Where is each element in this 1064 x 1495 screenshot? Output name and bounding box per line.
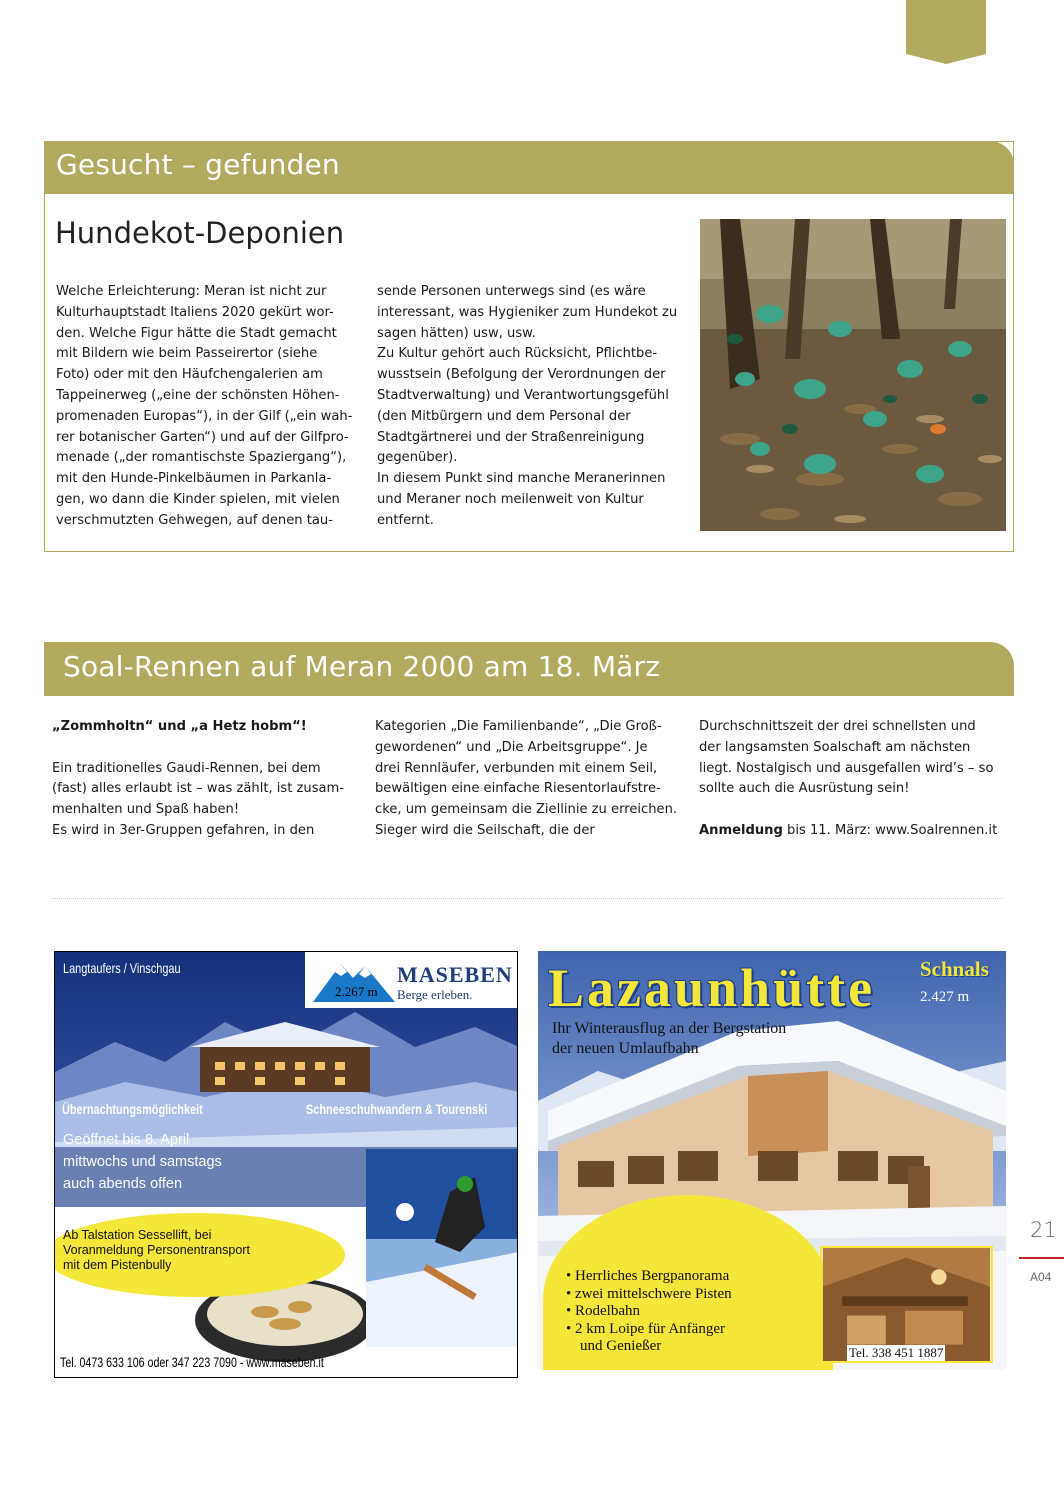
text-line: sollte auch die Ausrüstung sein! — [699, 781, 910, 797]
maseben-contact — [60, 1354, 407, 1370]
maseben-transport — [63, 1228, 250, 1273]
page-rule — [1019, 1257, 1064, 1259]
maseben-feature-left — [62, 1101, 242, 1117]
text-line: drei Rennläufer, verbunden mit einem Seil, — [375, 760, 658, 776]
list-item — [566, 1268, 732, 1286]
maseben-feature-right-text: Schneeschuhwandern & Tourenski — [306, 1101, 488, 1117]
hours-line: Geöffnet bis 8. April — [63, 1132, 190, 1148]
lazaun-area: Schnals — [920, 957, 989, 981]
text-line: interessant, was Hygieniker zum Hundekot zu — [377, 304, 678, 320]
text-line: menhalten und Spaß haben! — [52, 802, 240, 818]
article-column-2 — [377, 282, 687, 532]
soal-column-2 — [375, 717, 695, 842]
lazaun-altitude: 2.427 m — [920, 989, 970, 1005]
text-line: Sieger wird die Seilschaft, die der — [375, 822, 595, 838]
soal-column-3 — [699, 717, 1014, 842]
text-line: Foto) oder mit den Häufchengalerien am — [56, 367, 323, 383]
maseben-logo-box — [305, 952, 518, 1008]
text-line: und Meraner noch meilenweit von Kultur — [377, 491, 644, 507]
lazaun-title: Lazaunhütte — [548, 958, 876, 1018]
bullet-text: Rodelbahn — [575, 1303, 641, 1319]
list-item — [566, 1286, 732, 1304]
section-gesucht-header-text: Gesucht – gefunden — [56, 148, 340, 181]
text-line: der langsamsten Soalschaft am nächsten — [699, 739, 971, 755]
text-line: sende Personen unterwegs sind (es wäre — [377, 284, 646, 299]
bullet-text: Herrliches Bergpanorama — [575, 1268, 730, 1284]
divider — [52, 898, 1004, 899]
text-line: In diesem Punkt sind manche Meranerinnen — [377, 471, 666, 487]
bullet-dot-icon: • — [566, 1303, 572, 1319]
section-soal-header — [44, 642, 1014, 696]
text-line: (den Mitbürgern und dem Personal der — [377, 408, 631, 424]
text-line: bewältigen eine einfache Riesentorlaufstre- — [375, 781, 661, 797]
section-soal-header-text: Soal-Rennen auf Meran 2000 am 18. März — [63, 650, 661, 683]
text-line: Durchschnittszeit der drei schnellsten und — [699, 719, 976, 734]
text-line: (fast) alles erlaubt ist – was zählt, ist zusam- — [52, 781, 345, 797]
text-line: sagen hätten) usw, usw. — [377, 325, 536, 341]
text-line: Welche Erleichterung: Meran ist nicht zur — [56, 284, 327, 299]
ad-maseben[interactable] — [54, 951, 518, 1378]
maseben-altitude: 2.267 m — [335, 984, 378, 999]
lazaun-tagline — [552, 1019, 786, 1059]
text-line: Kategorien „Die Familienbande“, „Die Groß- — [375, 719, 662, 734]
text-line: entfernt. — [377, 512, 434, 528]
hours-line: mittwochs und samstags — [63, 1154, 222, 1170]
page-number: 21 — [1030, 1218, 1057, 1242]
text-line: mit den Hunde-Pinkelbäumen in Parkanla- — [56, 471, 332, 487]
list-item — [566, 1338, 732, 1356]
text-line: cke, um gemeinsam die Ziellinie zu erreichen. — [375, 802, 678, 818]
text-line: Stadtverwaltung) und Verantwortungsgefühl — [377, 387, 669, 403]
article-column-1 — [56, 282, 356, 532]
maseben-hours — [63, 1129, 222, 1195]
text-line: den. Welche Figur hätte die Stadt gemacht — [56, 325, 337, 341]
bullet-text: und Genießer — [580, 1338, 662, 1354]
text-line: gewordenen“ und „Die Arbeitsgruppe“. Je — [375, 739, 648, 755]
maseben-brand: MASEBEN — [397, 962, 513, 987]
maseben-location — [63, 960, 214, 976]
transport-line: mit dem Pistenbully — [63, 1258, 172, 1272]
bullet-text: 2 km Loipe für Anfänger — [575, 1320, 725, 1337]
ad-lazaun[interactable] — [538, 951, 1006, 1370]
bullet-text: zwei mittelschwere Pisten — [575, 1285, 732, 1302]
text-line: liegt. Nostalgisch und ausgefallen wird’s – so — [699, 760, 994, 776]
text-line: Ein traditionelles Gaudi-Rennen, bei dem — [52, 760, 321, 776]
maseben-feature-left-text: Übernachtungsmöglichkeit — [62, 1101, 203, 1117]
text-line: wusstsein (Befolgung der Verordnungen der — [377, 367, 666, 383]
lazaun-phone: Tel. 338 451 1887 — [849, 1345, 944, 1360]
text-line: promenaden Europas“), in der Gilf („ein wah- — [56, 408, 353, 424]
text-line: Es wird in 3er-Gruppen gefahren, in den — [52, 822, 315, 838]
maseben-location-text: Langtaufers / Vinschgau — [63, 960, 181, 976]
corner-tab — [906, 0, 986, 64]
transport-line: Ab Talstation Sessellift, bei — [63, 1228, 212, 1242]
hours-line: auch abends offen — [63, 1176, 183, 1192]
signup-link[interactable]: bis 11. März: www.Soalrennen.it — [782, 822, 998, 838]
article-title: Hundekot-Deponien — [55, 216, 345, 250]
text-line: Kulturhauptstadt Italiens 2020 gekürt wor- — [56, 304, 334, 320]
signup-line — [699, 821, 1014, 842]
maseben-feature-right — [306, 1101, 518, 1117]
text-line: Tappeinerweg („eine der schönsten Höhen- — [56, 387, 340, 403]
tagline-line: Ihr Winterausflug an der Bergstation — [552, 1020, 787, 1037]
soal-column-1 — [52, 717, 362, 842]
text-line: gegenüber). — [377, 450, 458, 466]
text-line: verschmutzten Gehwegen, auf denen tau- — [56, 512, 333, 528]
maseben-contact-text: Tel. 0473 633 106 oder 347 223 7090 - www.maseben.it — [60, 1354, 324, 1370]
text-line: Stadtgärtnerei und der Straßenreinigung — [377, 429, 645, 445]
maseben-slogan: Berge erleben. — [397, 987, 473, 1002]
list-item — [566, 1321, 732, 1339]
text-line: gen, wo dann die Kinder spielen, mit vielen — [56, 491, 340, 507]
section-gesucht-header — [44, 141, 1014, 194]
bullet-dot-icon: • — [566, 1285, 572, 1302]
bullet-dot-icon: • — [566, 1320, 572, 1337]
soal-heading: „Zommholtn“ und „a Hetz hobm“! — [52, 719, 307, 734]
tagline-line: der neuen Umlaufbahn — [552, 1040, 699, 1057]
text-line: mit Bildern wie beim Passeirertor (siehe — [56, 346, 318, 362]
text-line: Zu Kultur gehört auch Rücksicht, Pflichtbe- — [377, 346, 658, 362]
signup-label: Anmeldung — [699, 822, 783, 838]
list-item — [566, 1303, 732, 1321]
bullet-dot-icon: • — [566, 1268, 572, 1284]
page-code: A04 — [1030, 1270, 1052, 1284]
text-line: rer botanischer Garten“) und auf der Gilfpro- — [56, 429, 349, 445]
text-line: menade („der romantischste Spaziergang“), — [56, 450, 347, 466]
article-photo — [700, 219, 1006, 531]
transport-line: Voranmeldung Personentransport — [63, 1243, 250, 1257]
lazaun-bullets — [566, 1268, 732, 1356]
